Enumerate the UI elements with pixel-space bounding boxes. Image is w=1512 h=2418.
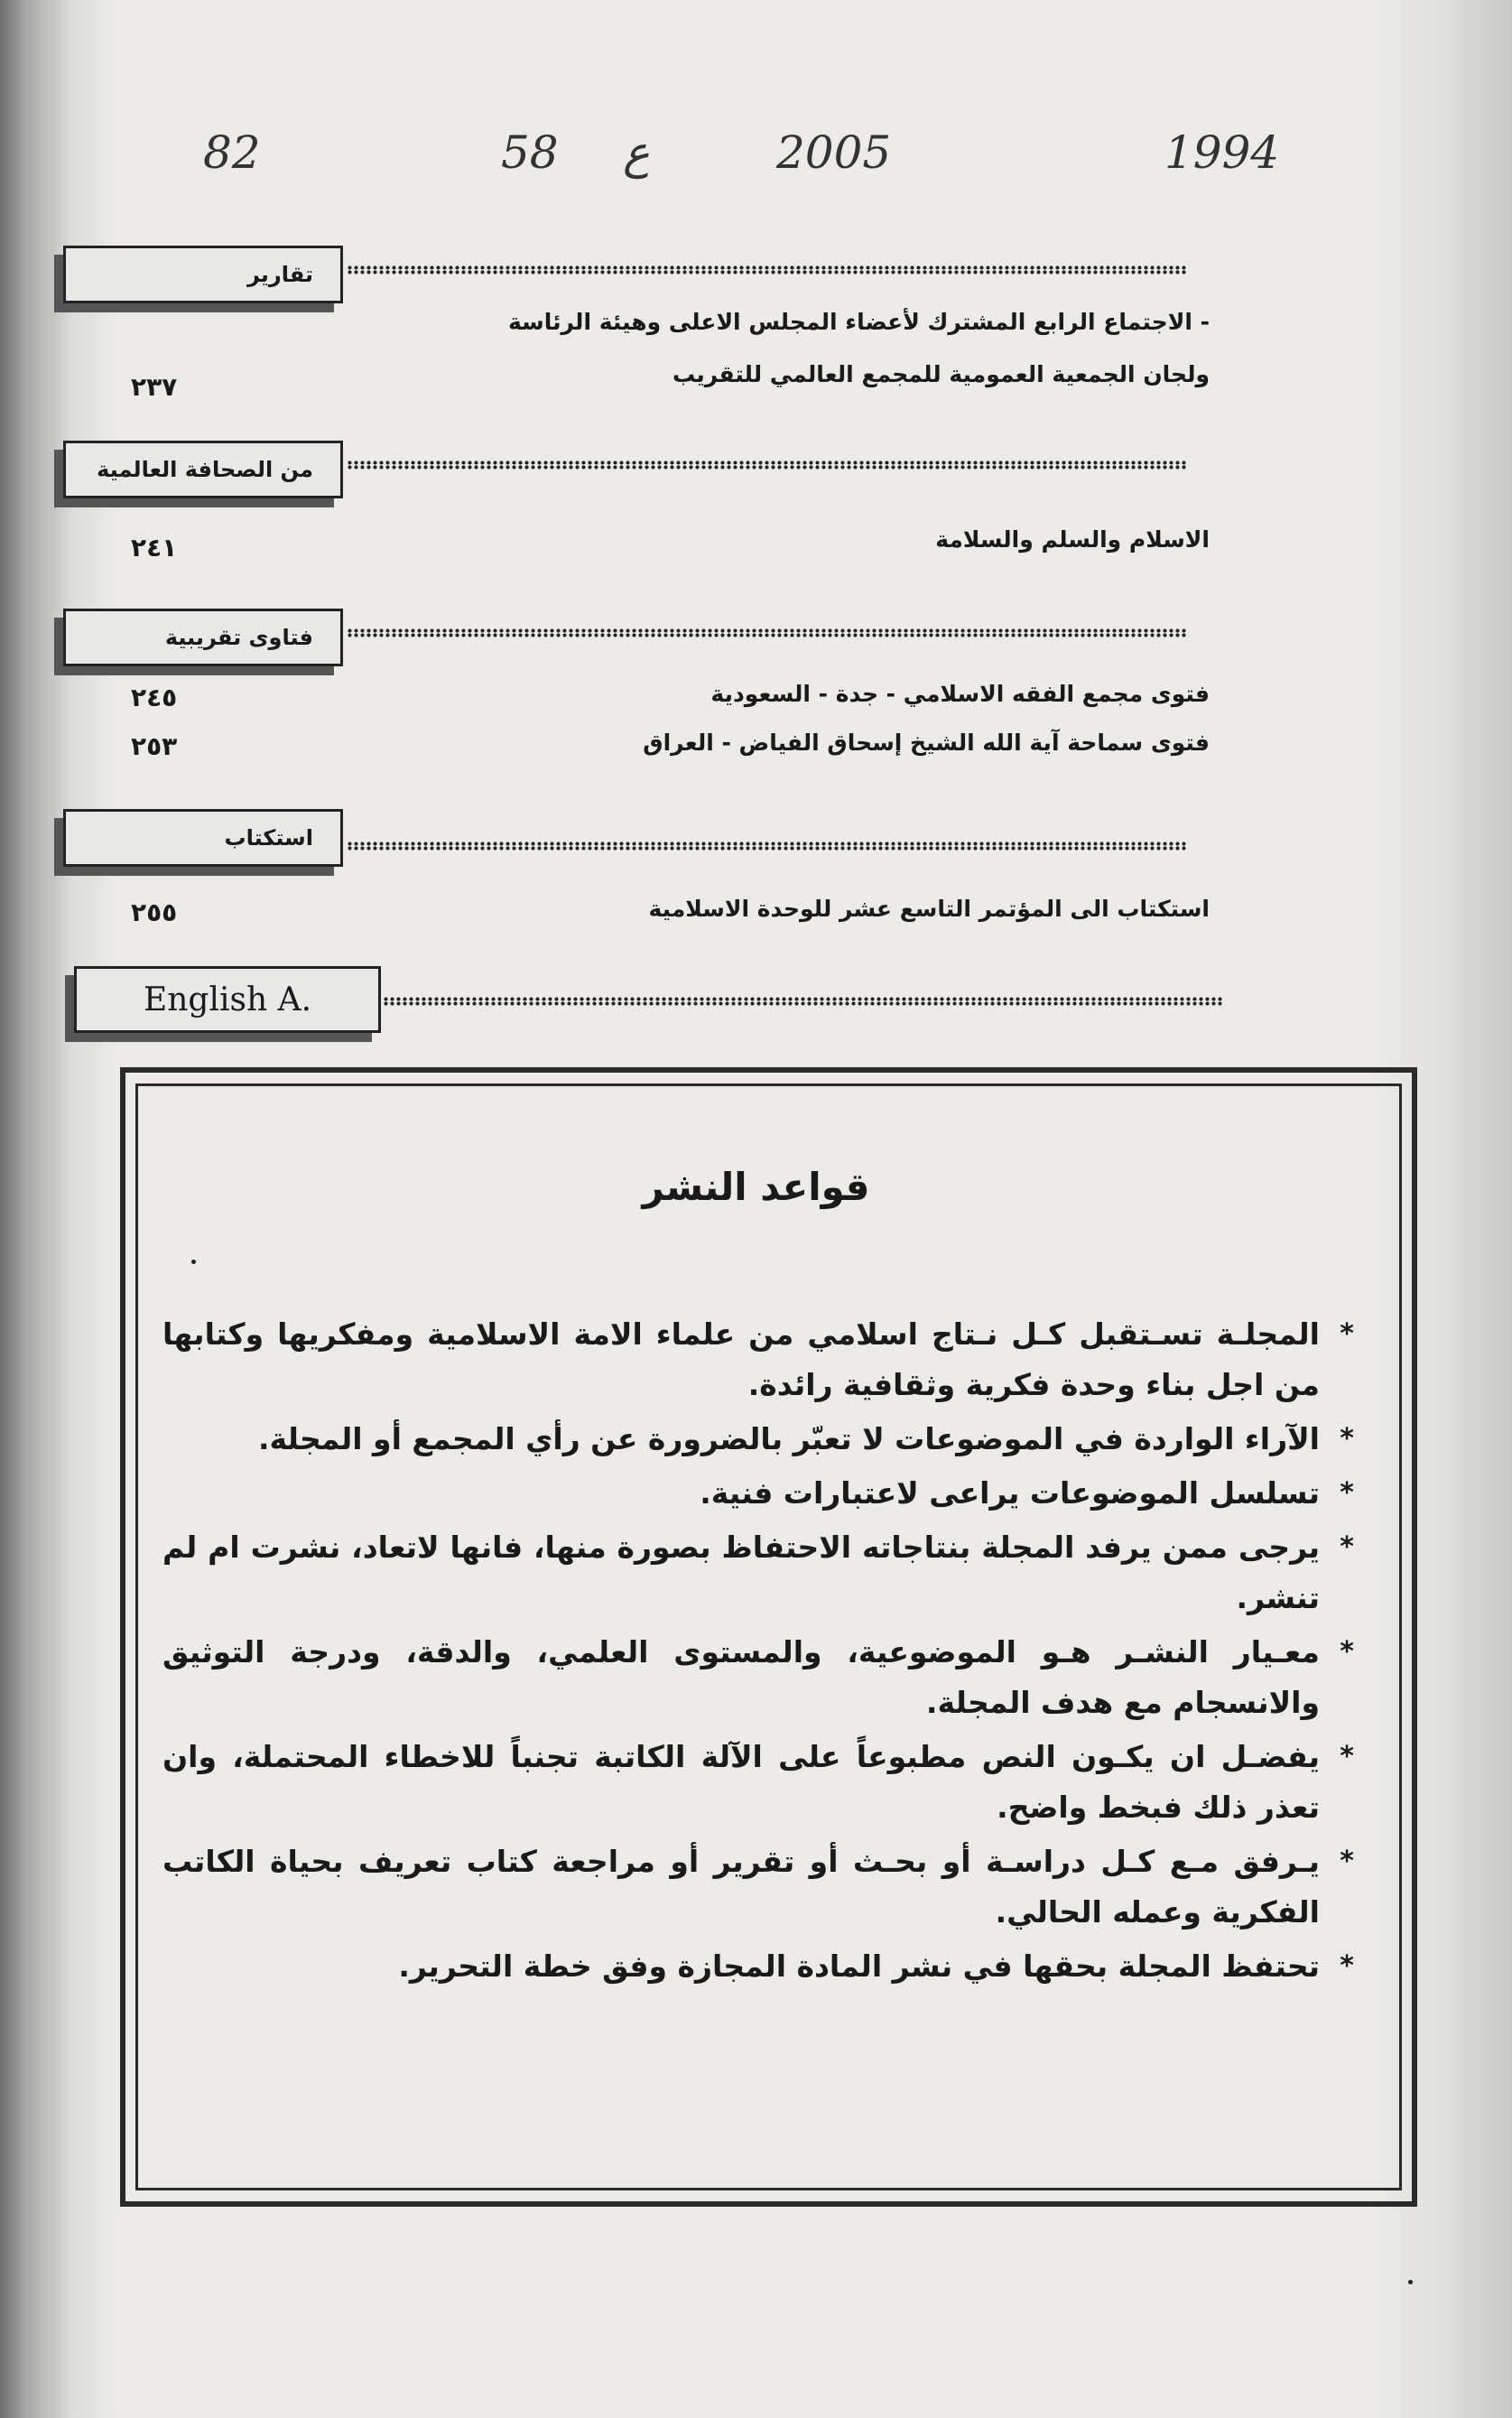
toc-entry-line: فتوى مجمع الفقه الاسلامي - جدة - السعودية <box>710 681 1210 707</box>
speck <box>191 1260 196 1264</box>
rule-text: المجلـة تسـتقبل كـل نـتاج اسلامي من علماء الامة الاسلامية ومفكريها وكتابها من اجل بناء وحدة فكرية وثقافية رائدة. <box>162 1316 1320 1402</box>
rules-title: قواعد النشر <box>642 1165 870 1209</box>
toc-entry-line: الاسلام والسلم والسلامة <box>935 526 1210 553</box>
rule-text: يرجى ممن يرفد المجلة بنتاجاته الاحتفاظ بصورة منها، فانها لاتعاد، نشرت ام لم تنشر. <box>162 1530 1320 1615</box>
toc-entry-line: فتوى سماحة آية الله الشيخ إسحاق الفياض - العراق <box>643 730 1210 756</box>
dotted-rule <box>347 628 1186 637</box>
section-tab: من الصحافة العالمية <box>63 441 343 498</box>
rule-item <box>162 1941 1354 1992</box>
rule-text: تسلسل الموضوعات يراعى لاعتبارات فنية. <box>700 1475 1320 1511</box>
handwritten-note: 1994 <box>1164 126 1280 179</box>
page-number: ٢٤٥ <box>131 683 178 712</box>
toc-entry-line: - الاجتماع الرابع المشترك لأعضاء المجلس الاعلى وهيئة الرئاسة <box>507 309 1210 335</box>
toc-entry-line: ولجان الجمعية العمومية للمجمع العالمي للتقريب <box>672 361 1210 387</box>
bullet: * <box>1340 1741 1354 1772</box>
section-tab: استكتاب <box>63 809 343 867</box>
rule-item <box>162 1309 1354 1410</box>
bullet: * <box>1340 1318 1354 1350</box>
handwritten-note: 2005 <box>776 126 892 179</box>
rule-item <box>162 1468 1354 1519</box>
bullet: * <box>1340 1636 1354 1668</box>
section-tab: تقارير <box>63 246 343 303</box>
rule-text: الآراء الواردة في الموضوعات لا تعبّر بالضرورة عن رأي المجمع أو المجلة. <box>257 1421 1320 1456</box>
toc-entry-line: استكتاب الى المؤتمر التاسع عشر للوحدة الاسلامية <box>648 896 1210 922</box>
bullet: * <box>1340 1477 1354 1509</box>
rule-item <box>162 1837 1354 1938</box>
handwritten-header <box>0 126 1512 199</box>
rule-item <box>162 1414 1354 1465</box>
section-tab: English A. <box>74 966 381 1033</box>
rule-item <box>162 1627 1354 1728</box>
page-number: ٢٥٥ <box>131 897 178 927</box>
rule-text: تحتفظ المجلة بحقها في نشر المادة المجازة وفق خطة التحرير. <box>398 1948 1320 1984</box>
dotted-rule <box>347 265 1186 274</box>
bullet: * <box>1340 1531 1354 1563</box>
rule-item <box>162 1522 1354 1623</box>
speck <box>1408 2280 1413 2284</box>
handwritten-note: 58 <box>501 126 559 179</box>
rule-item <box>162 1732 1354 1833</box>
page-number: ٢٣٧ <box>131 372 178 402</box>
bullet: * <box>1340 1846 1354 1877</box>
handwritten-note: 82 <box>203 126 261 179</box>
rule-text: يـرفق مـع كـل دراسـة أو بحـث أو تقرير أو مراجعة كتاب تعريف بحياة الكاتب الفكرية وعمله الحالي. <box>162 1844 1320 1930</box>
dotted-rule <box>347 842 1186 851</box>
page-number: ٢٥٣ <box>131 731 178 761</box>
section-tab: فتاوى تقريبية <box>63 609 343 666</box>
bullet: * <box>1340 1423 1354 1455</box>
dotted-rule <box>347 460 1186 470</box>
bullet: * <box>1340 1950 1354 1982</box>
handwritten-note: ع <box>623 126 650 179</box>
rule-text: معـيار النشـر هـو الموضوعية، والمستوى العلمي، والدقة، ودرجة التوثيق والانسجام مع هدف المجلة. <box>162 1634 1320 1720</box>
page-number: ٢٤١ <box>131 533 178 563</box>
rule-text: يفضـل ان يكـون النص مطبوعاً على الآلة الكاتبة تجنباً للاخطاء المحتملة، وان تعذر ذلك فبخط واضح. <box>162 1739 1320 1825</box>
rules-list <box>162 1309 1354 1995</box>
dotted-rule <box>383 997 1222 1006</box>
